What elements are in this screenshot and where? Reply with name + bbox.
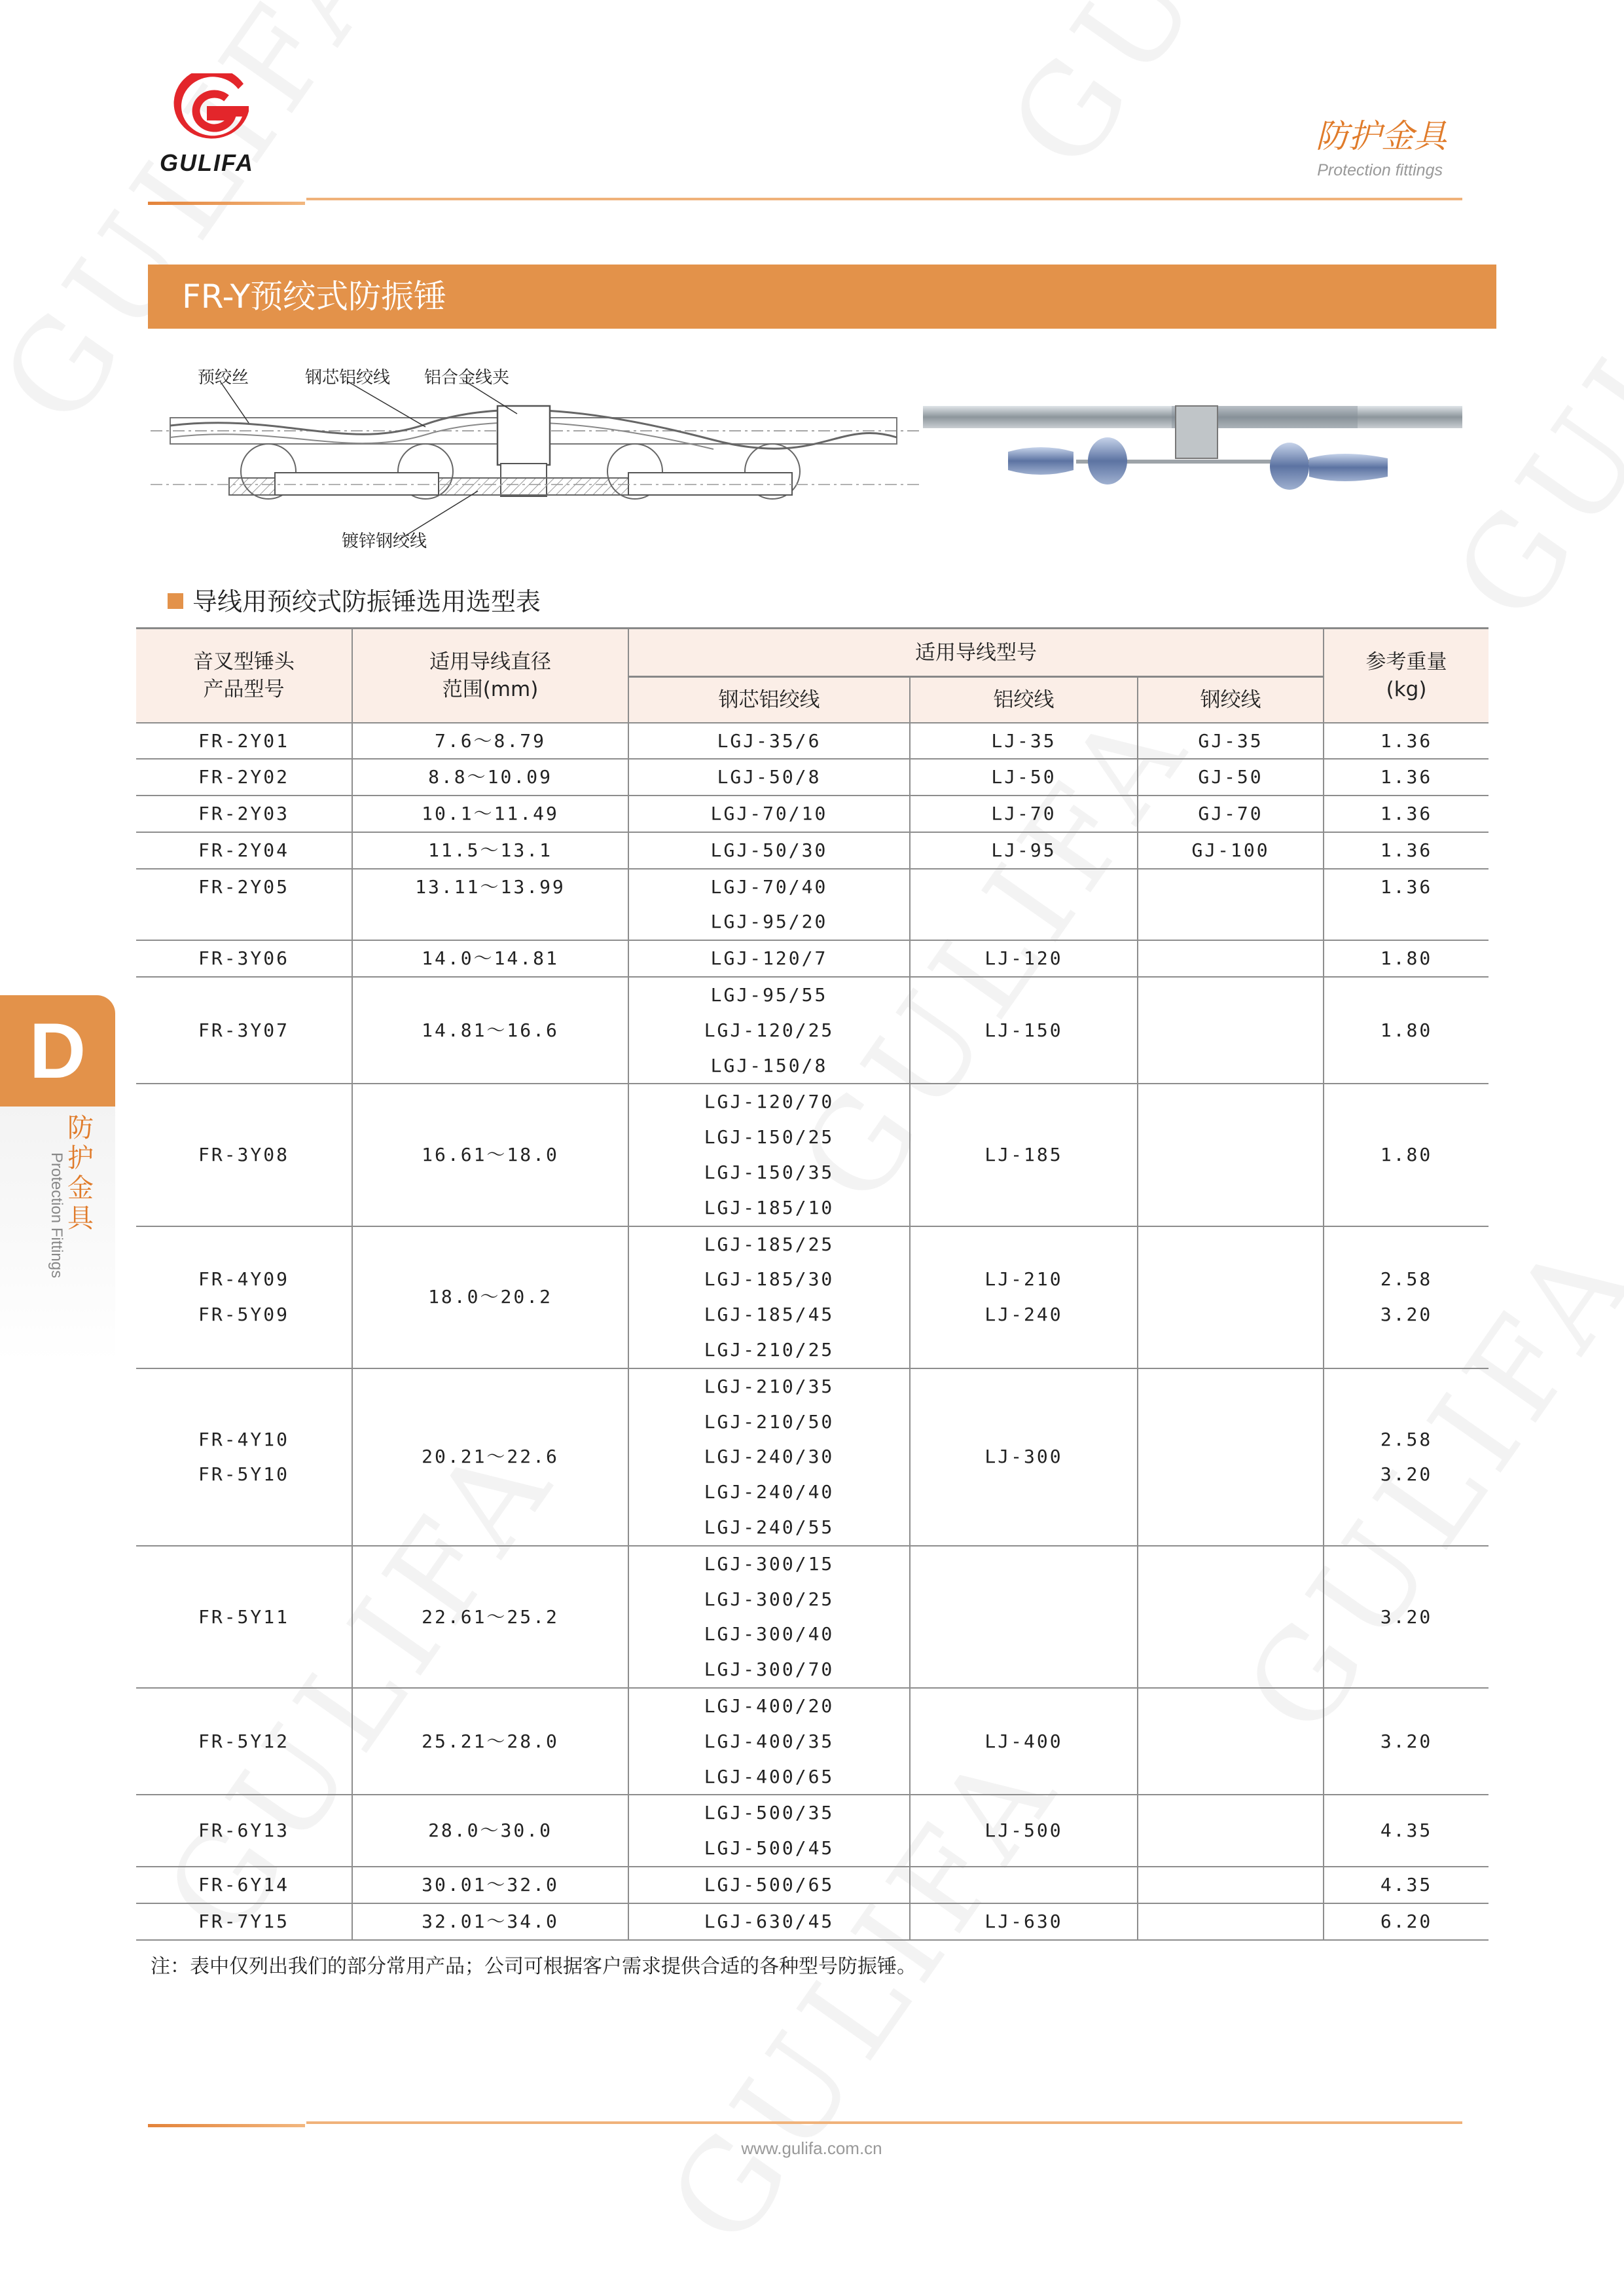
- cell-aac: [910, 1546, 1138, 1688]
- side-tab-cn: [64, 1113, 97, 1234]
- cell-acsr-value: LGJ-300/40: [704, 1623, 835, 1645]
- cell-weight-value: 1.36: [1380, 839, 1433, 861]
- cell-weight: [1324, 940, 1489, 977]
- cell-diameter-value: 28.0～30.0: [428, 1820, 552, 1842]
- table-row: [136, 869, 1489, 941]
- cell-acsr-value: LGJ-500/65: [704, 1874, 835, 1895]
- diagram-label: 铝合金线夹: [424, 368, 510, 388]
- cell-weight-value: 1.36: [1380, 875, 1433, 898]
- footer-url: www.gulifa.com.cn: [741, 2138, 882, 2158]
- cell-diameter: [352, 869, 628, 941]
- cell-acsr-value: LGJ-50/30: [710, 839, 828, 861]
- cell-aac: [910, 759, 1138, 796]
- cell-acsr: [628, 1867, 910, 1903]
- cell-model-value: FR-6Y13: [198, 1820, 289, 1842]
- cell-acsr: [628, 1688, 910, 1795]
- cell-weight-value: 1.36: [1380, 766, 1433, 788]
- cell-acsr-value: LGJ-120/25: [704, 1019, 835, 1041]
- cell-acsr-value: LGJ-210/35: [704, 1375, 835, 1397]
- table-row: [136, 723, 1489, 760]
- diagram-label: 预绞丝: [198, 368, 249, 388]
- cell-diameter: [352, 832, 628, 869]
- cell-aac-value: LJ-630: [984, 1910, 1063, 1932]
- cell-acsr: [628, 977, 910, 1084]
- section-bullet-icon: [168, 593, 183, 609]
- cell-aac-value: LJ-50: [991, 766, 1056, 788]
- cell-model: [136, 723, 352, 760]
- cell-acsr-value: LGJ-210/25: [704, 1339, 835, 1361]
- cell-acsr-value: LGJ-185/25: [704, 1233, 835, 1255]
- section-title: [168, 581, 541, 617]
- cell-diameter-value: 14.0～14.81: [422, 947, 559, 970]
- cell-diameter-value: 32.01～34.0: [422, 1910, 559, 1932]
- cell-acsr-value: LGJ-150/35: [704, 1162, 835, 1184]
- cell-steel-value: GJ-50: [1198, 766, 1263, 788]
- cell-aac: [910, 796, 1138, 832]
- cell-aac: [910, 1867, 1138, 1903]
- product-photo: [923, 386, 1462, 511]
- cell-weight-value: 1.36: [1380, 803, 1433, 825]
- header-conductor-group: 适用导线型号: [628, 629, 1324, 677]
- cell-diameter-value: 20.21～22.6: [422, 1446, 559, 1468]
- cell-weight: [1324, 1084, 1489, 1226]
- cell-weight: [1324, 1688, 1489, 1795]
- cell-weight-value: 2.58: [1380, 1268, 1433, 1291]
- table-row: [136, 796, 1489, 832]
- table-note: 注：表中仅列出我们的部分常用产品；公司可根据客户需求提供合适的各种型号防振锤。: [151, 1955, 916, 1978]
- cell-model-value: FR-5Y11: [198, 1605, 289, 1628]
- header-aac: 铝绞线: [910, 677, 1138, 723]
- cell-weight: [1324, 1903, 1489, 1940]
- cell-model: [136, 1546, 352, 1688]
- cell-steel: [1138, 723, 1324, 760]
- cell-acsr-value: LGJ-500/35: [704, 1802, 835, 1824]
- table-row: [136, 759, 1489, 796]
- cell-acsr-value: LGJ-500/45: [704, 1837, 835, 1859]
- cell-diameter: [352, 1795, 628, 1867]
- cell-steel: [1138, 1688, 1324, 1795]
- cell-model-value: FR-6Y14: [198, 1874, 289, 1895]
- cell-weight: [1324, 1795, 1489, 1867]
- cell-steel: [1138, 1368, 1324, 1546]
- cell-aac-value: LJ-400: [984, 1730, 1063, 1752]
- table-row: [136, 1084, 1489, 1226]
- banner-title: FR-Y预绞式防振锤: [148, 265, 1496, 329]
- cell-weight-value: 1.80: [1380, 1144, 1433, 1166]
- cell-weight: [1324, 869, 1489, 941]
- cell-aac: [910, 832, 1138, 869]
- table-row: [136, 977, 1489, 1084]
- damper-photo-drawing: [923, 386, 1462, 511]
- table-row: [136, 1867, 1489, 1903]
- watermark: [1427, 94, 1624, 646]
- table-row: [136, 1903, 1489, 1940]
- cell-model-value: FR-5Y10: [198, 1463, 289, 1486]
- cell-diameter: [352, 940, 628, 977]
- cell-model: [136, 1903, 352, 1940]
- cell-diameter-value: 18.0～20.2: [428, 1286, 552, 1308]
- cell-model: [136, 977, 352, 1084]
- logo-g-icon: [171, 73, 257, 145]
- cell-steel: [1138, 869, 1324, 941]
- cell-model-value: FR-3Y06: [198, 947, 289, 970]
- cell-aac: [910, 1795, 1138, 1867]
- cell-acsr-value: LGJ-70/10: [710, 803, 828, 825]
- cell-diameter-value: 7.6～8.79: [434, 729, 546, 752]
- cell-aac: [910, 940, 1138, 977]
- cell-acsr-value: LGJ-150/25: [704, 1126, 835, 1148]
- cell-model-value: FR-5Y12: [198, 1730, 289, 1752]
- cell-steel: [1138, 1867, 1324, 1903]
- cell-weight-value: 4.35: [1380, 1820, 1433, 1842]
- cell-model: [136, 796, 352, 832]
- cell-aac-value: LJ-70: [991, 803, 1056, 825]
- cell-acsr-value: LGJ-185/30: [704, 1268, 835, 1291]
- table-row: [136, 1795, 1489, 1867]
- cell-steel: [1138, 832, 1324, 869]
- cell-weight: [1324, 1226, 1489, 1368]
- cell-acsr: [628, 869, 910, 941]
- cell-diameter: [352, 1867, 628, 1903]
- header-rule: [306, 198, 1462, 200]
- cell-diameter-value: 25.21～28.0: [422, 1730, 559, 1752]
- cell-aac-value: LJ-150: [984, 1019, 1063, 1041]
- cell-aac: [910, 1903, 1138, 1940]
- cell-diameter-value: 11.5～13.1: [428, 839, 552, 861]
- cell-acsr-value: LGJ-50/8: [717, 766, 821, 788]
- cell-aac-value: LJ-185: [984, 1144, 1063, 1166]
- side-tab-en: Protection Fittings: [48, 1152, 65, 1279]
- cell-acsr: [628, 832, 910, 869]
- cell-steel: [1138, 977, 1324, 1084]
- cell-weight: [1324, 796, 1489, 832]
- cell-model: [136, 1688, 352, 1795]
- footer-rule: [306, 2121, 1462, 2124]
- side-tab-cn-text: 防 护 金 具: [67, 1113, 94, 1234]
- cell-weight-value: 2.58: [1380, 1428, 1433, 1450]
- cell-steel: [1138, 1084, 1324, 1226]
- cell-acsr: [628, 796, 910, 832]
- cell-acsr-value: LGJ-150/8: [710, 1054, 828, 1076]
- cell-acsr-value: LGJ-95/20: [710, 911, 828, 933]
- cell-aac: [910, 869, 1138, 941]
- cell-acsr: [628, 1226, 910, 1368]
- diagram-label: 钢芯铝绞线: [305, 368, 391, 388]
- cell-steel: [1138, 796, 1324, 832]
- cell-diameter: [352, 1546, 628, 1688]
- cell-model: [136, 1368, 352, 1546]
- cell-acsr: [628, 1546, 910, 1688]
- cell-model-value: FR-2Y05: [198, 875, 289, 898]
- cell-diameter-value: 16.61～18.0: [422, 1144, 559, 1166]
- header-rule-left: [148, 202, 305, 205]
- cell-model: [136, 1226, 352, 1368]
- cell-aac: [910, 1084, 1138, 1226]
- cell-diameter-value: 13.11～13.99: [415, 875, 566, 898]
- cell-model-value: FR-4Y10: [198, 1428, 289, 1450]
- cell-diameter: [352, 1226, 628, 1368]
- cell-steel: [1138, 1546, 1324, 1688]
- cell-diameter-value: 8.8～10.09: [428, 766, 552, 788]
- cell-weight: [1324, 1867, 1489, 1903]
- cell-diameter: [352, 1903, 628, 1940]
- cell-aac-value: LJ-35: [991, 729, 1056, 752]
- cell-steel: [1138, 1903, 1324, 1940]
- cell-weight-value: 3.20: [1380, 1304, 1433, 1326]
- cell-steel: [1138, 1226, 1324, 1368]
- cell-acsr-value: LGJ-400/20: [704, 1695, 835, 1717]
- cell-aac: [910, 977, 1138, 1084]
- cell-steel-value: GJ-35: [1198, 729, 1263, 752]
- cell-weight-value: 3.20: [1380, 1605, 1433, 1628]
- cell-aac-value: LJ-300: [984, 1446, 1063, 1468]
- cell-weight: [1324, 759, 1489, 796]
- cell-acsr-value: LGJ-185/10: [704, 1196, 835, 1218]
- cell-acsr-value: LGJ-185/45: [704, 1304, 835, 1326]
- cell-aac: [910, 1226, 1138, 1368]
- header-steel: 钢绞线: [1138, 677, 1324, 723]
- cell-model-value: FR-7Y15: [198, 1910, 289, 1932]
- cell-acsr: [628, 1795, 910, 1867]
- table-row: [136, 1688, 1489, 1795]
- cell-aac: [910, 1688, 1138, 1795]
- footer-rule-left: [148, 2124, 305, 2127]
- table-row: [136, 1226, 1489, 1368]
- logo: [171, 73, 257, 145]
- cell-acsr-value: LGJ-400/35: [704, 1730, 835, 1752]
- cell-acsr: [628, 940, 910, 977]
- brand-name: GULIFA: [160, 149, 254, 176]
- cell-diameter: [352, 977, 628, 1084]
- header-diameter: 适用导线直径 范围(mm): [352, 629, 628, 723]
- cell-model-value: FR-2Y02: [198, 766, 289, 788]
- cell-diameter: [352, 1368, 628, 1546]
- cell-acsr-value: LGJ-240/55: [704, 1516, 835, 1539]
- cell-acsr: [628, 1368, 910, 1546]
- cell-weight: [1324, 977, 1489, 1084]
- cell-steel-value: GJ-100: [1191, 839, 1270, 861]
- cell-acsr-value: LGJ-70/40: [710, 875, 828, 898]
- cell-model: [136, 1084, 352, 1226]
- cell-diameter: [352, 1084, 628, 1226]
- cell-steel-value: GJ-70: [1198, 803, 1263, 825]
- cell-acsr-value: LGJ-300/25: [704, 1588, 835, 1610]
- cell-weight-value: 4.35: [1380, 1874, 1433, 1895]
- cell-model: [136, 759, 352, 796]
- table-body: [136, 723, 1489, 1940]
- cell-weight-value: 1.80: [1380, 1019, 1433, 1041]
- header-category-cn: 防护金具: [1316, 117, 1447, 155]
- cell-weight: [1324, 723, 1489, 760]
- cell-aac-value: LJ-95: [991, 839, 1056, 861]
- cell-weight-value: 1.80: [1380, 947, 1433, 970]
- cell-acsr-value: LGJ-300/70: [704, 1658, 835, 1681]
- cell-model-value: FR-2Y03: [198, 803, 289, 825]
- selection-table: [136, 627, 1489, 1941]
- cell-weight: [1324, 1368, 1489, 1546]
- cell-acsr-value: LGJ-210/50: [704, 1410, 835, 1433]
- product-diagram: [151, 354, 923, 570]
- side-tab-letter: D: [0, 995, 115, 1107]
- cell-aac: [910, 1368, 1138, 1546]
- cell-weight-value: 1.36: [1380, 729, 1433, 752]
- header-category-en: Protection fittings: [1317, 161, 1443, 179]
- cell-model: [136, 832, 352, 869]
- cell-diameter: [352, 1688, 628, 1795]
- cell-aac: [910, 723, 1138, 760]
- cell-model-value: FR-2Y01: [198, 729, 289, 752]
- cell-diameter: [352, 796, 628, 832]
- table-row: [136, 1546, 1489, 1688]
- cell-acsr-value: LGJ-240/30: [704, 1446, 835, 1468]
- header-acsr: 钢芯铝绞线: [628, 677, 910, 723]
- table-row: [136, 940, 1489, 977]
- cell-aac-value: LJ-120: [984, 947, 1063, 970]
- cell-weight-value: 3.20: [1380, 1463, 1433, 1486]
- cell-weight-value: 6.20: [1380, 1910, 1433, 1932]
- cell-diameter-value: 30.01～32.0: [422, 1874, 559, 1895]
- section-title-text: 导线用预绞式防振锤选用选型表: [192, 587, 541, 616]
- cell-model: [136, 1795, 352, 1867]
- cell-model: [136, 940, 352, 977]
- cell-acsr-value: LGJ-300/15: [704, 1552, 835, 1575]
- cell-model-value: FR-5Y09: [198, 1304, 289, 1326]
- cell-weight: [1324, 1546, 1489, 1688]
- cell-acsr-value: LGJ-400/65: [704, 1765, 835, 1787]
- cell-steel: [1138, 940, 1324, 977]
- diagram-label: 镀锌钢绞线: [342, 532, 427, 551]
- cell-acsr: [628, 1903, 910, 1940]
- cell-acsr-value: LGJ-630/45: [704, 1910, 835, 1932]
- cell-acsr-value: LGJ-120/70: [704, 1091, 835, 1113]
- cell-acsr-value: LGJ-35/6: [717, 729, 821, 752]
- cell-model-value: FR-3Y07: [198, 1019, 289, 1041]
- cell-model-value: FR-2Y04: [198, 839, 289, 861]
- cell-acsr: [628, 1084, 910, 1226]
- cell-diameter-value: 14.81～16.6: [422, 1019, 559, 1041]
- cell-diameter-value: 22.61～25.2: [422, 1605, 559, 1628]
- cell-diameter: [352, 723, 628, 760]
- cell-acsr: [628, 759, 910, 796]
- cell-model-value: FR-4Y09: [198, 1268, 289, 1291]
- cell-weight-value: 3.20: [1380, 1730, 1433, 1752]
- diagram-drawing: [151, 354, 923, 570]
- table-row: [136, 832, 1489, 869]
- cell-model: [136, 1867, 352, 1903]
- cell-aac-value: LJ-210: [984, 1268, 1063, 1291]
- cell-steel: [1138, 759, 1324, 796]
- cell-aac-value: LJ-500: [984, 1820, 1063, 1842]
- table-row: [136, 1368, 1489, 1546]
- cell-acsr-value: LGJ-95/55: [710, 984, 828, 1006]
- cell-steel: [1138, 1795, 1324, 1867]
- header-model: 音叉型锤头 产品型号: [136, 629, 352, 723]
- cell-acsr-value: LGJ-240/40: [704, 1481, 835, 1503]
- cell-acsr: [628, 723, 910, 760]
- cell-diameter-value: 10.1～11.49: [422, 803, 559, 825]
- header-weight: 参考重量 (kg): [1324, 629, 1489, 723]
- cell-model-value: FR-3Y08: [198, 1144, 289, 1166]
- cell-diameter: [352, 759, 628, 796]
- cell-acsr-value: LGJ-120/7: [710, 947, 828, 970]
- cell-weight: [1324, 832, 1489, 869]
- cell-aac-value: LJ-240: [984, 1304, 1063, 1326]
- cell-model: [136, 869, 352, 941]
